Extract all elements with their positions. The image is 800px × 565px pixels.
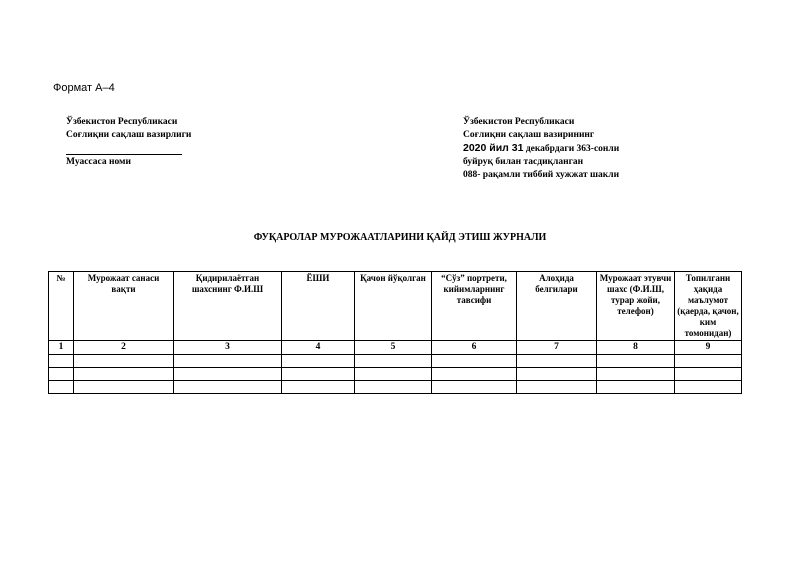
column-header: “Сўз” портрети, кийимларнинг тавсифи — [432, 272, 517, 341]
table-cell — [355, 355, 432, 368]
left-header-ministry: Соғлиқни сақлаш вазирлиги — [66, 130, 192, 140]
table-cell — [355, 368, 432, 381]
column-header: № — [49, 272, 74, 341]
table-cell — [282, 381, 355, 394]
column-header: Мурожаат этувчи шахс (Ф.И.Ш, турар жойи, телефон) — [597, 272, 675, 341]
table-cell — [597, 355, 675, 368]
column-number: 9 — [675, 341, 742, 355]
left-header-country: Ўзбекистон Республикаси — [66, 117, 178, 127]
table-cell — [432, 368, 517, 381]
table-cell — [675, 355, 742, 368]
column-number: 2 — [74, 341, 174, 355]
institution-name-line — [66, 142, 182, 155]
column-number: 8 — [597, 341, 675, 355]
column-header: ЁШИ — [282, 272, 355, 341]
table-row — [49, 368, 742, 381]
left-header — [66, 116, 191, 169]
table-cell — [282, 368, 355, 381]
column-number-row — [49, 341, 742, 355]
table-row — [49, 355, 742, 368]
table-cell — [174, 381, 282, 394]
institution-name-label: Муассаса номи — [66, 157, 131, 167]
column-number: 1 — [49, 341, 74, 355]
table-cell — [597, 368, 675, 381]
right-header-date — [463, 142, 619, 156]
table-header-row — [49, 272, 742, 341]
table-cell — [597, 381, 675, 394]
column-header: Топилгани ҳақида маълумот (қаерда, қачон, ким томонидан) — [675, 272, 742, 341]
right-header-approved: буйруқ билан тасдиқланган — [463, 157, 584, 167]
table-cell — [174, 368, 282, 381]
right-header-minister: Соғлиқни сақлаш вазирининг — [463, 130, 595, 140]
table-cell — [74, 381, 174, 394]
journal-table — [48, 271, 742, 394]
format-label: Формат А–4 — [53, 82, 115, 94]
table-cell — [432, 381, 517, 394]
table-cell — [49, 381, 74, 394]
table-cell — [675, 368, 742, 381]
right-header-country: Ўзбекистон Республикаси — [463, 117, 575, 127]
table-cell — [174, 355, 282, 368]
table-cell — [49, 368, 74, 381]
table-cell — [675, 381, 742, 394]
table-cell — [517, 381, 597, 394]
column-header: Мурожаат санаси вақти — [74, 272, 174, 341]
column-number: 3 — [174, 341, 282, 355]
table-cell — [282, 355, 355, 368]
column-header: Алоҳида белгилари — [517, 272, 597, 341]
column-number: 7 — [517, 341, 597, 355]
table-cell — [355, 381, 432, 394]
table-cell — [517, 355, 597, 368]
table-cell — [74, 368, 174, 381]
table-cell — [74, 355, 174, 368]
order-number: декабрдаги 363-сонли — [523, 144, 620, 154]
table-cell — [517, 368, 597, 381]
column-number: 6 — [432, 341, 517, 355]
table-row — [49, 381, 742, 394]
journal-title: ФУҚАРОЛАР МУРОЖААТЛАРИНИ ҚАЙД ЭТИШ ЖУРНАЛИ — [253, 232, 547, 243]
column-number: 4 — [282, 341, 355, 355]
order-date: 2020 йил 31 — [463, 142, 524, 154]
column-header: Қачон йўқолган — [355, 272, 432, 341]
right-header — [463, 116, 619, 182]
table-cell — [49, 355, 74, 368]
column-number: 5 — [355, 341, 432, 355]
table-cell — [432, 355, 517, 368]
column-header: Қидирилаётган шахснинг Ф.И.Ш — [174, 272, 282, 341]
right-header-form-number: 088- рақамли тиббий хужжат шакли — [463, 170, 620, 180]
